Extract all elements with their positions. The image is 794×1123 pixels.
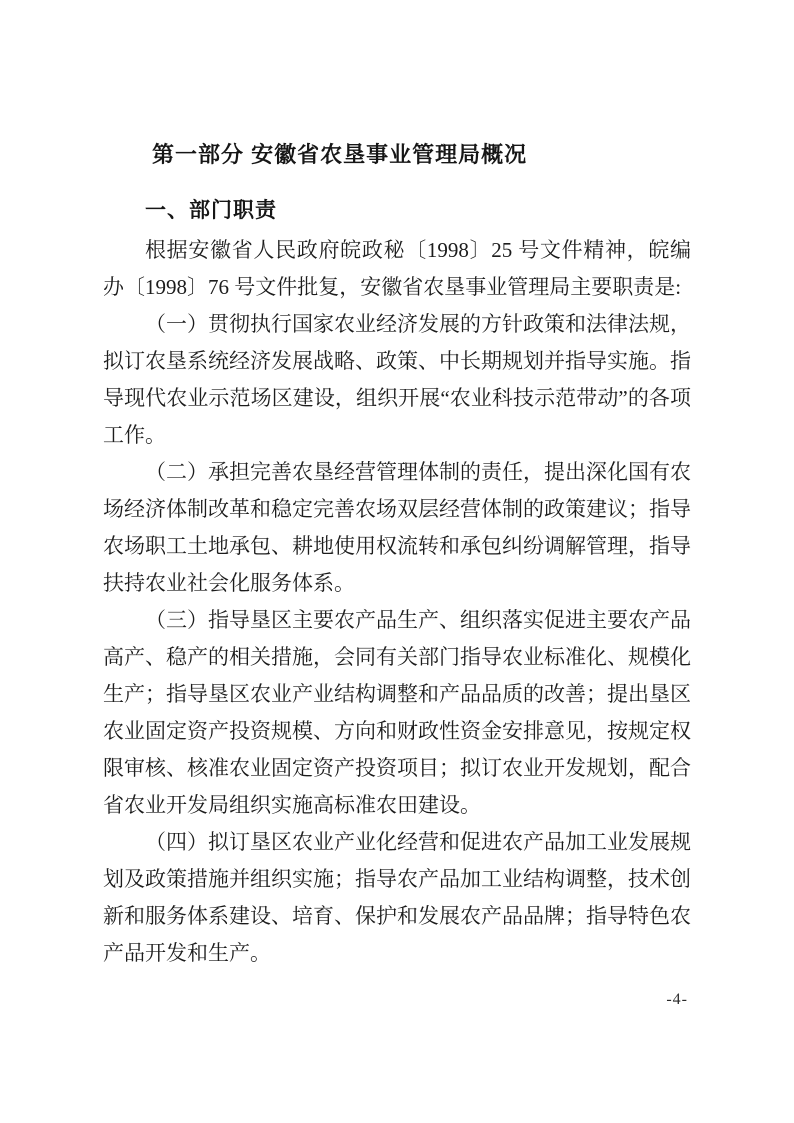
duty-paragraph-1: （一）贯彻执行国家农业经济发展的方针政策和法律法规，拟订农垦系统经济发展战略、政策、中长期规划并指导实施。指导现代农业示范场区建设，组织开展“农业科技示范带动”的各项工作。 — [103, 312, 691, 447]
page-number: -4- — [666, 991, 688, 1008]
body-text — [103, 232, 691, 972]
duty-paragraph-3: （三）指导垦区主要农产品生产、组织落实促进主要农产品高产、稳产的相关措施，会同有关部门指导农业标准化、规模化生产；指导垦区农业产业结构调整和产品品质的改善；提出垦区农业固定资产投资规模、方向和财政性资金安排意见，按规定权限审核、核准农业固定资产投资项目；拟订农业开发规划，配合省农业开发局组织实施高标准农田建设。 — [103, 608, 691, 817]
intro-paragraph: 根据安徽省人民政府皖政秘〔1998〕25 号文件精神，皖编办〔1998〕76 号文件批复，安徽省农垦事业管理局主要职责是: — [103, 238, 691, 299]
section-heading: 一、部门职责 — [145, 199, 277, 222]
document-content — [103, 140, 691, 972]
part-title: 第一部分 安徽省农垦事业管理局概况 — [152, 142, 528, 167]
duty-paragraph-4: （四）拟订垦区农业产业化经营和促进农产品加工业发展规划及政策措施并组织实施；指导农产品加工业结构调整，技术创新和服务体系建设、培育、保护和发展农产品品牌；指导特色农产品开发和生产。 — [103, 830, 691, 965]
duty-paragraph-2: （二）承担完善农垦经营管理体制的责任，提出深化国有农场经济体制改革和稳定完善农场双层经营体制的政策建议；指导农场职工土地承包、耕地使用权流转和承包纠纷调解管理，指导扶持农业社会化服务体系。 — [103, 460, 691, 595]
